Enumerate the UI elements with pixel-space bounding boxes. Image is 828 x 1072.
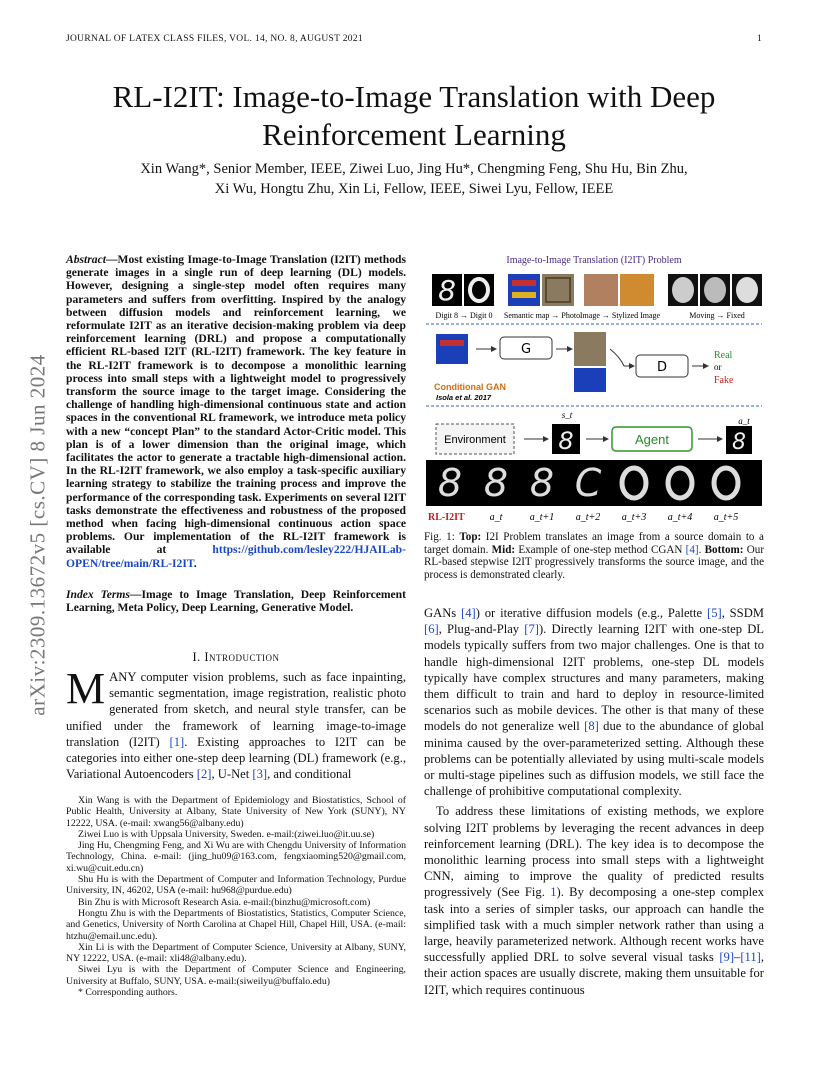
figure-title: Image-to-Image Translation (I2IT) Problem: [506, 255, 682, 266]
citation[interactable]: [8]: [584, 719, 599, 734]
cgan-input-band: [440, 340, 464, 346]
right-column-body: [424, 605, 764, 998]
arxiv-sidebar: [8, 300, 68, 770]
semantic-map-band: [512, 292, 536, 298]
stylized-image: [620, 274, 654, 306]
abstract-label: Abstract—: [66, 253, 118, 266]
text: GANs: [424, 606, 462, 620]
caption-top-label: Top:: [459, 531, 482, 543]
index-terms: [66, 588, 406, 614]
environment-label: Environment: [444, 434, 506, 446]
cgan-output: [574, 332, 606, 366]
intro-text: , and conditional: [267, 767, 352, 782]
abstract-text: Most existing Image-to-Image Translation (I2IT) methods generate images in a single run of deep learning (DL) models. However, designing a single-step model often requires many parameters and suffers from overfitting. Inspired by the analogy between diffusion models and reinforcement learning, we reformulate I2IT as an iterative decision-making problem via deep reinforcement learning (DRL) and propose a computationally efficient RL-based I2IT (RL-I2IT) framework. The key feature in the RL-I2IT framework is to decompose a monolithic learning process into small steps with a lightweight model to progressively transform the source image to the target image. Considering the challenge of handling high-dimensional continuous state and action spaces in the conventional RL framework, we introduce meta policy with a new “concept Plan” to the standard Actor-Critic model. This plan is of a lower dimension than the original image, which facilitates the actor to generate a tractable high-dimensional action. In the RL-I2IT framework, we also employ a task-specific auxiliary learning strategy to stabilize the training process and improve the performance of the corresponding task. Experiments on several I2IT tasks demonstrate the effectiveness and robustness of the proposed method when facing high-dimensional continuous action space problems. Our implementation of the RL-I2IT framework is available at: [66, 253, 406, 557]
author-list: [66, 159, 762, 199]
footnote: Xin Li is with the Department of Computer Science, University at Albany, SUNY, NY 12222, USA. (e-mail: xli48@albany.edu).: [66, 941, 406, 965]
footnote: Bin Zhu is with Microsoft Research Asia. e-mail:(binzhu@microsoft.com): [78, 896, 371, 908]
agent-label: Agent: [635, 432, 669, 447]
intro-text: ANY computer vision problems, such as face inpainting, semantic segmentation, image registration, realistic photo generated from sketch, and neural style transfer, can be unified under the framework of learning image-to-image translation (I2IT): [66, 670, 406, 749]
step-label: a_t+2: [575, 512, 601, 523]
citation[interactable]: [9]: [719, 950, 735, 965]
journal-name: JOURNAL OF LATEX CLASS FILES, VOL. 14, NO. 8, AUGUST 2021: [66, 34, 363, 44]
text: , their action spaces are usually discrete, making them unsuitable for I2IT, which requires continuous: [424, 950, 764, 997]
citation[interactable]: [2]: [196, 767, 212, 782]
portrait-image: [584, 274, 618, 306]
state-label: s_t: [561, 410, 573, 420]
text: , Plug-and-Play: [438, 622, 525, 637]
caption-label: Fig. 1:: [424, 531, 455, 543]
footnote: Ziwei Luo is with Uppsala University, Sweden. e-mail:(ziwei.luo@it.uu.se): [78, 828, 375, 840]
state-digit: 8: [558, 427, 574, 455]
caption-mid-label: Mid:: [491, 543, 516, 556]
footnote: Siwei Lyu is with the Department of Computer Science and Engineering, University at Buffalo, SUNY, USA. e-mail:(siweilyu@buffalo.edu): [66, 964, 406, 987]
strip-step: 8: [529, 461, 555, 505]
generator-label: G: [520, 342, 532, 357]
title-line-1: RL-I2IT: Image-to-Image Translation with Deep: [112, 79, 716, 114]
citation[interactable]: [7]: [524, 622, 539, 637]
caption-text: I2I Problem translates an image from a source domain to a target domain.: [424, 531, 764, 556]
citation[interactable]: [11]: [740, 950, 761, 965]
text: ). By decomposing a one-step complex task into a series of simpler tasks, our approach can handle the simplified task with a much simpler network rather than using a large, heavily parameterized network. Although recent works have successfully applied DRL to solve several visual tasks: [424, 885, 765, 965]
footnote: Shu Hu is with the Department of Computer and Information Technology, Purdue University, IN, 46202, USA (e-mail: hu968@purdue.edu): [66, 874, 406, 897]
text: –: [734, 950, 741, 965]
intro-text: , U-Net: [211, 767, 253, 782]
step-label: a_t+5: [713, 512, 739, 523]
text: ). Directly learning I2IT with one-step DL models typically suffers from two major challenges. One is that to handle high-dimensional I2IT problems, one-step DL models typically have complex structures and many parameters, making them difficult to train and hard to deploy in resource-limited scenarios such as mobile devices. The other is that many of these models do not generalize well: [424, 622, 764, 734]
citation[interactable]: [4]: [461, 606, 476, 620]
rl-i2it-label: RL-I2IT: [428, 512, 465, 523]
paragraph: [424, 605, 764, 799]
citation[interactable]: [4]: [685, 543, 699, 556]
brain-shape: [704, 277, 726, 303]
dropcap: M: [66, 664, 106, 713]
digit-8-glyph: 8: [438, 274, 456, 307]
code-link[interactable]: https://github.com/lesley222/HJAILab-OPEN/tree/main/RL-I2IT: [66, 543, 406, 570]
task-label: Image → Stylized Image: [579, 311, 661, 320]
strip-step: C: [574, 461, 602, 505]
brain-shape: [736, 277, 758, 303]
strip-step: 8: [437, 461, 463, 505]
citation[interactable]: [5]: [707, 606, 722, 620]
page-number: 1: [756, 34, 762, 44]
intro-paragraph: [66, 664, 406, 782]
footnote: Xin Wang is with the Department of Epidemiology and Biostatistics, School of Public Health, University at Albany, State University of New York (SUNY), NY 12222, USA. (e-mail: xwang56@albany.edu): [66, 795, 406, 829]
title-line-2: Reinforcement Learning: [262, 117, 566, 152]
abstract-end: .: [193, 556, 197, 570]
index-terms-label: Index Terms—: [66, 588, 142, 601]
authors-line-2: Xi Wu, Hongtu Zhu, Xin Li, Fellow, IEEE, Siwei Lyu, Fellow, IEEE: [214, 181, 614, 197]
task-label: Moving → Fixed: [689, 311, 745, 320]
step-label: a_t+1: [529, 512, 555, 523]
fake-label: Fake: [714, 375, 734, 386]
discriminator-label: D: [656, 360, 668, 375]
caption-text: .: [698, 543, 705, 556]
task-label: Semantic map → Photo: [503, 311, 581, 320]
semantic-map-image: [508, 274, 540, 306]
footnote: Hongtu Zhu is with the Departments of Biostatistics, Statistics, Computer Science, and Genetics, University of North Carolina at Chapel Hill, Chapel Hill, USA. (e-mail: htzhu@email.unc.edu).: [66, 907, 406, 942]
step-label: a_t+4: [667, 512, 693, 523]
abstract: [66, 253, 406, 570]
text: To address these limitations of existing methods, we explore solving I2IT problems by leveraging the recent advances in deep reinforcement learning (DRL). The key idea is to decompose the monolithic learning process into small steps with a lightweight CNN, aiming to improve the quality of predicted results progressively (See Fig.: [424, 804, 764, 900]
connector: [610, 349, 624, 366]
authors-line-1: Xin Wang*, Senior Member, IEEE, Ziwei Luo, Jing Hu*, Chengming Feng, Shu Hu, Bin Zhu,: [140, 161, 688, 177]
figure-1: [424, 252, 764, 528]
action-digit: 8: [732, 430, 746, 455]
caption-text: Example of one-step method CGAN: [515, 543, 686, 556]
caption-bottom-label: Bottom:: [704, 543, 744, 556]
strip-step: 8: [483, 461, 509, 505]
running-header: [66, 34, 762, 44]
citation[interactable]: [6]: [424, 622, 439, 637]
paper-title: [66, 78, 762, 154]
footnote: Jing Hu, Chengming Feng, and Xi Wu are with Chengdu University of Information Technology, China. e-mail: (jing_hu09@163.com, fengxiaoming520@gmail.com, xi.wu@cuit.edu.cn): [66, 840, 406, 874]
action-label: a_t: [738, 416, 750, 426]
cgan-label: Conditional GAN: [434, 382, 506, 392]
or-label: or: [714, 362, 722, 372]
task-label: Digit 8 → Digit 0: [435, 311, 493, 320]
cgan-condition: [574, 368, 606, 392]
step-label: a_t: [489, 512, 503, 523]
footnote: * Corresponding authors.: [78, 987, 178, 999]
citation[interactable]: [1]: [169, 734, 185, 749]
text: ) or iterative diffusion models (e.g., Palette: [475, 606, 707, 620]
cgan-reference: Isola et al. 2017: [436, 393, 492, 402]
figure-caption: [424, 531, 764, 581]
caption-text: Our RL-based stepwise I2IT progressively transforms the source image, and the process is demonstrated clearly.: [424, 543, 765, 581]
intro-text: . Existing approaches to I2IT can be categories into either one-step deep learning (DL) framework (e.g., Variational Autoencoders: [66, 734, 406, 782]
section-heading: I. Introduction: [192, 650, 280, 664]
index-terms-text: Image to Image Translation, Deep Reinforcement Learning, Meta Policy, Deep Learning, Generative Model.: [66, 588, 406, 615]
step-label: a_t+3: [621, 512, 647, 523]
real-label: Real: [714, 350, 733, 361]
figure-reference[interactable]: 1: [550, 885, 557, 900]
footnotes: [66, 795, 406, 998]
paragraph: [424, 803, 764, 997]
brain-shape: [672, 277, 694, 303]
cgan-input: [436, 334, 468, 364]
arxiv-id: arXiv:2309.13672v5 [cs.CV] 8 Jun 2024: [25, 354, 50, 716]
text: , SSDM: [721, 606, 764, 620]
semantic-map-band: [512, 280, 536, 286]
citation[interactable]: [3]: [252, 767, 268, 782]
text: due to the abundance of global minima caused by the over-parameterized setting. Although these problems can be potentially alleviated by using multi-scale models or multi-stage pipelines such as diffusion models, we still face the challenge of prohibitive computational complexity.: [424, 719, 764, 799]
